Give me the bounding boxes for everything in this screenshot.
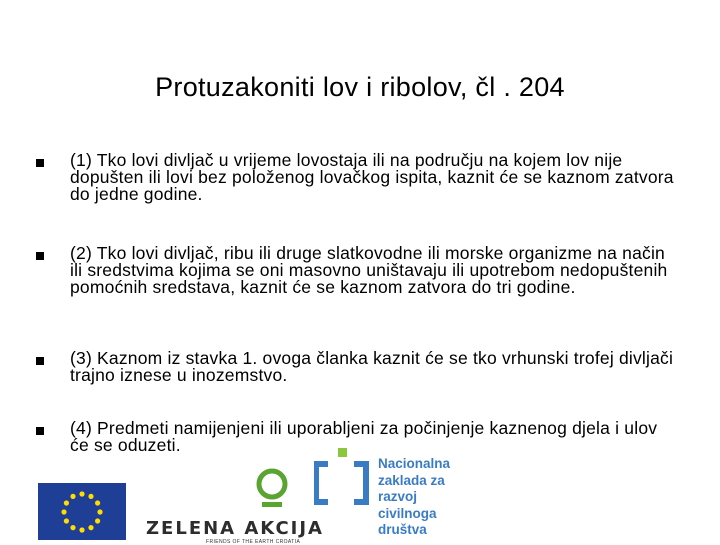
nz-line: zaklada za bbox=[378, 472, 445, 488]
bullet-text: (4) Predmeti namijenjeni ili uporabljeni za počinjenje kaznenog djela i ulov će se oduzeti. bbox=[70, 418, 658, 455]
slide-title: Protuzakoniti lov i ribolov, čl . 204 bbox=[155, 72, 565, 102]
nacionalna-zaklada-logo-text bbox=[378, 456, 498, 539]
bullet-text: (1) Tko lovi divljač u vrijeme lovostaja ili na području na kojem lov nije dopušten ili lovi bez položenog lovačkog ispita, kaznit će se kaznom zatvora do jedne godine. bbox=[70, 150, 674, 204]
bullet-text: (3) Kaznom iz stavka 1. ovoga članka kaznit će se tko vrhunski trofej divljači trajno iznese u inozemstvo. bbox=[70, 348, 674, 385]
zelena-akcija-emblem-icon bbox=[254, 462, 290, 522]
zelena-akcija-tagline: FRIENDS OF THE EARTH CROATIA bbox=[206, 539, 301, 545]
nacionalna-zaklada-emblem-icon bbox=[314, 448, 372, 540]
nz-line: civilnoga bbox=[378, 505, 437, 521]
zelena-akcija-logo bbox=[142, 462, 324, 545]
bullet-square-icon bbox=[36, 252, 44, 260]
bullet-square-icon bbox=[36, 357, 44, 365]
eu-flag-icon bbox=[38, 483, 126, 540]
footer-logos bbox=[0, 440, 720, 545]
zelena-akcija-name: ZELENA AKCIJA bbox=[146, 518, 324, 539]
bullet-square-icon bbox=[36, 159, 44, 167]
bullet-square-icon bbox=[36, 427, 44, 435]
bullet-text: (2) Tko lovi divljač, ribu ili druge slatkovodne ili morske organizme na način ili sredstvima kojima se oni masovno uništavaju ili upotrebom nedopuštenih pomoćnih sredstava, kaznit će se kaznom zatvora do tri godine. bbox=[70, 243, 668, 297]
nz-line: društva bbox=[378, 522, 427, 537]
nz-line: Nacionalna bbox=[378, 456, 451, 471]
nz-line: razvoj bbox=[378, 489, 418, 504]
